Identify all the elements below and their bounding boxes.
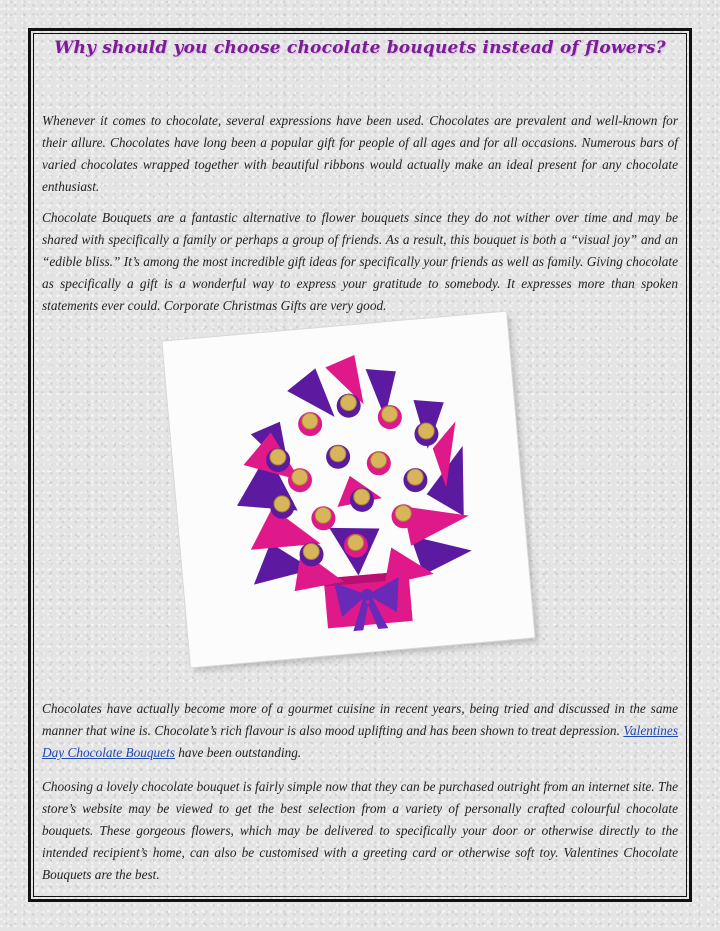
valentines-day-chocolate-bouquets-link[interactable]: Valentines Day Chocolate Bouquets [42, 723, 678, 760]
bouquet-photo [162, 312, 534, 668]
page-title: Why should you choose chocolate bouquets instead of flowers? [54, 38, 666, 58]
paragraph-gourmet-text: Chocolates have actually become more of a gourmet cuisine in recent years, being tried and discussed in the same manner that wine is. Chocolate’s rich flavour is also mood uplifting and has been shown to treat depression. [42, 701, 678, 738]
paragraph-bouquet-alternative: Chocolate Bouquets are a fantastic alternative to flower bouquets since they do not wither over time and may be shared with specifically a family or perhaps a group of friends. As a result, this bouquet is both a “visual joy” and an “edible bliss.” It’s among the most incredible gift ideas for specifically your friends as well as family. Giving chocolate as specifically a gift is a wonderful way to express your gratitude to somebody. It expresses more than spoken statements ever could. Corporate Christmas Gifts are very good. [42, 210, 678, 313]
chocolate-bouquet-illustration [162, 312, 534, 668]
paragraph-gourmet-tail: have been outstanding. [174, 745, 302, 760]
paragraph-intro: Whenever it comes to chocolate, several expressions have been used. Chocolates are prevalent and well-known for their allure. Chocolates have long been a popular gift for people of all ages and for all occasions. Numerous bars of varied chocolates wrapped together with beautiful ribbons would actually make an ideal present for any chocolate enthusiast. [42, 113, 678, 194]
paragraph-online-purchase: Choosing a lovely chocolate bouquet is fairly simple now that they can be purchased outright from an internet site. The store’s website may be viewed to get the best selection from a variety of personally crafted colourful chocolate bouquets. These gorgeous flowers, which may be delivered to specifically your door or otherwise directly to the intended recipient’s home, can also be customised with a greeting card or otherwise soft toy. Valentines Chocolate Bouquets are the best. [42, 779, 678, 882]
paragraph-gourmet [42, 698, 678, 764]
